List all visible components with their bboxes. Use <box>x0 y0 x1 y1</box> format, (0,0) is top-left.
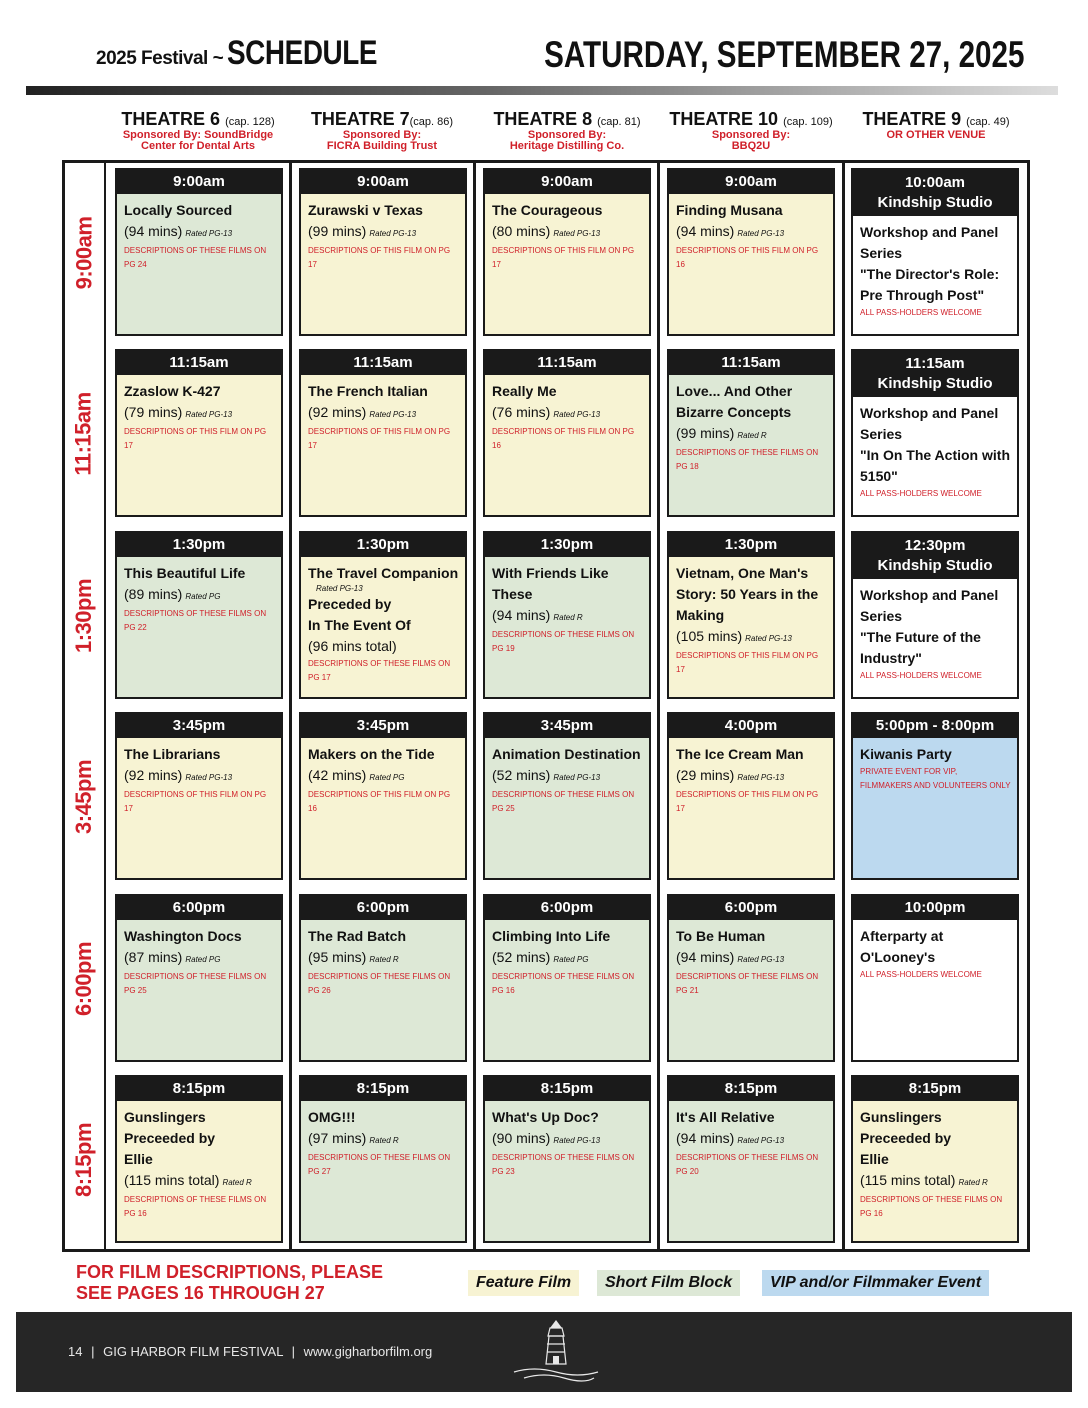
film-rating: Rated PG-13 <box>737 229 785 238</box>
event-title: Workshop and Panel Series <box>860 405 999 442</box>
screening-time: 1:30pm <box>117 533 281 557</box>
film-rating: Rated PG-13 <box>185 773 233 782</box>
theatre-sponsor: Sponsored By: <box>527 129 607 141</box>
film-title: Climbing Into Life <box>492 928 611 944</box>
theatre-sponsor: Sponsored By: <box>342 129 422 141</box>
film-duration: (42 mins) <box>308 767 367 783</box>
film-duration: (99 mins) <box>308 223 367 239</box>
schedule-title: SCHEDULE <box>227 34 378 72</box>
theatre-capacity: (cap. 49) <box>966 116 1010 128</box>
lighthouse-logo-icon <box>494 1314 618 1386</box>
screening-cell[interactable] <box>667 168 835 336</box>
screening-cell[interactable] <box>299 168 467 336</box>
film-duration: (99 mins) <box>676 425 735 441</box>
film-rating: Rated R <box>222 1178 252 1187</box>
film-title: Gunslingers <box>860 1109 942 1125</box>
film-duration: (89 mins) <box>124 586 183 602</box>
screening-time: 3:45pm <box>301 714 465 738</box>
film-title: Love... And Other Bizarre Concepts <box>676 383 793 420</box>
film-description-ref: DESCRIPTIONS OF THESE FILMS ON PG 16 <box>860 1195 1003 1218</box>
film-duration: (80 mins) <box>492 223 551 239</box>
screening-cell[interactable] <box>851 1075 1019 1243</box>
film-rating: Rated PG <box>185 955 221 964</box>
screening-cell[interactable] <box>483 894 651 1062</box>
theatre-sponsor: Center for Dental Arts <box>141 140 255 152</box>
film-description-ref: DESCRIPTIONS OF THESE FILMS ON PG 16 <box>124 1195 267 1218</box>
screening-time: 3:45pm <box>485 714 649 738</box>
time-slot-label: 3:45pm <box>71 759 97 835</box>
film-title: Washington Docs <box>124 928 242 944</box>
event-note: ALL PASS-HOLDERS WELCOME <box>860 489 982 498</box>
preceded-label: Preceded by <box>308 596 392 612</box>
time-slot-label: 1:30pm <box>71 578 97 654</box>
film-title: OMG!!! <box>308 1109 356 1125</box>
film-rating: Rated PG <box>369 773 405 782</box>
theatre-capacity: (cap. 81) <box>597 116 641 128</box>
screening-cell[interactable] <box>667 1075 835 1243</box>
theatre-capacity: (cap. 109) <box>783 116 833 128</box>
film-description-ref: DESCRIPTIONS OF THIS FILM ON PG 17 <box>308 246 451 269</box>
screening-time: 1:30pm <box>485 533 649 557</box>
film-description-ref: DESCRIPTIONS OF THESE FILMS ON PG 25 <box>492 790 635 813</box>
screening-cell[interactable] <box>115 349 283 517</box>
film-title: Makers on the Tide <box>308 746 435 762</box>
time-slot-label: 11:15am <box>71 392 97 476</box>
festival-heading <box>96 34 410 73</box>
legend-vip-event: VIP and/or Filmmaker Event <box>762 1270 989 1296</box>
event-title: Workshop and Panel Series <box>860 224 999 261</box>
screening-time: 3:45pm <box>117 714 281 738</box>
film-rating: Rated PG-13 <box>369 410 417 419</box>
film-duration: (96 mins total) <box>308 638 397 654</box>
preceded-film-title: Ellie <box>860 1151 889 1167</box>
film-duration: (94 mins) <box>676 223 735 239</box>
theatre-sponsor: Sponsored By: SoundBridge <box>122 129 274 141</box>
screening-cell[interactable] <box>115 531 283 699</box>
event-title: Afterparty at O'Looney's <box>860 928 944 965</box>
film-rating: Rated PG <box>185 592 221 601</box>
screening-cell[interactable] <box>483 349 651 517</box>
film-duration: (115 mins total) <box>860 1172 956 1188</box>
film-title: The French Italian <box>308 383 428 399</box>
event-cell[interactable] <box>851 531 1019 699</box>
film-title: Animation Destination <box>492 746 641 762</box>
event-note: ALL PASS-HOLDERS WELCOME <box>860 671 982 680</box>
screening-cell[interactable] <box>483 168 651 336</box>
theatre-header-2 <box>291 110 473 152</box>
film-title: The Travel Companion <box>308 565 459 581</box>
legend-short-film-block: Short Film Block <box>597 1270 740 1296</box>
event-venue: Kindship Studio <box>877 557 993 574</box>
film-duration: (94 mins) <box>124 223 183 239</box>
event-cell[interactable] <box>851 168 1019 336</box>
screening-cell[interactable] <box>115 894 283 1062</box>
film-description-ref: DESCRIPTIONS OF THESE FILMS ON PG 18 <box>676 448 819 471</box>
time-slot-label: 8:15pm <box>71 1122 97 1198</box>
screening-time: 8:15pm <box>117 1077 281 1101</box>
screening-time: 6:00pm <box>117 896 281 920</box>
film-title: Really Me <box>492 383 557 399</box>
film-description-ref: DESCRIPTIONS OF THESE FILMS ON PG 20 <box>676 1153 819 1176</box>
theatre-sponsor: Heritage Distilling Co. <box>509 140 625 152</box>
film-description-ref: DESCRIPTIONS OF THESE FILMS ON PG 25 <box>124 972 267 995</box>
film-description-ref: DESCRIPTIONS OF THIS FILM ON PG 16 <box>308 790 451 813</box>
film-description-ref: DESCRIPTIONS OF THIS FILM ON PG 17 <box>308 427 451 450</box>
theatre-name: THEATRE 9 <box>862 109 962 129</box>
film-description-ref: DESCRIPTIONS OF THESE FILMS ON PG 16 <box>492 972 635 995</box>
screening-time: 8:15pm <box>853 1077 1017 1101</box>
time-slot-label: 9:00am <box>71 216 96 290</box>
film-title: Zurawski v Texas <box>308 202 423 218</box>
film-title: The Librarians <box>124 746 221 762</box>
event-subtitle: "The Director's Role: Pre Through Post" <box>860 266 1000 303</box>
screening-cell[interactable] <box>483 531 651 699</box>
film-rating: Rated PG-13 <box>185 410 233 419</box>
film-description-ref: DESCRIPTIONS OF THESE FILMS ON PG 21 <box>676 972 819 995</box>
event-title: Kiwanis Party <box>860 746 952 762</box>
film-duration: (29 mins) <box>676 767 735 783</box>
column-divider <box>289 160 292 1252</box>
screening-cell[interactable] <box>115 168 283 336</box>
screening-time: 9:00am <box>669 170 833 194</box>
screening-cell[interactable] <box>115 1075 283 1243</box>
event-note: ALL PASS-HOLDERS WELCOME <box>860 970 982 979</box>
screening-time: 8:15pm <box>669 1077 833 1101</box>
film-description-ref: DESCRIPTIONS OF THESE FILMS ON PG 26 <box>308 972 451 995</box>
film-title: Finding Musana <box>676 202 783 218</box>
film-title: The Rad Batch <box>308 928 407 944</box>
screening-cell[interactable] <box>667 894 835 1062</box>
film-title: To Be Human <box>676 928 766 944</box>
screening-time: 11:15am <box>485 351 649 375</box>
film-rating: Rated PG <box>553 955 589 964</box>
film-duration: (94 mins) <box>492 607 551 623</box>
film-duration: (52 mins) <box>492 767 551 783</box>
event-cell[interactable] <box>851 712 1019 880</box>
legend-feature-film: Feature Film <box>468 1270 579 1296</box>
film-duration: (115 mins total) <box>124 1172 220 1188</box>
film-duration: (76 mins) <box>492 404 551 420</box>
screening-cell[interactable] <box>299 712 467 880</box>
screening-cell[interactable] <box>299 1075 467 1243</box>
theatre-header-5 <box>845 110 1027 141</box>
screening-cell[interactable] <box>299 349 467 517</box>
event-note: PRIVATE EVENT FOR VIP, FILMMAKERS AND VOLUNTEERS ONLY <box>860 767 1011 790</box>
film-rating: Rated PG-13 <box>369 229 417 238</box>
film-rating: Rated PG-13 <box>737 1136 785 1145</box>
screening-cell[interactable] <box>483 712 651 880</box>
film-description-ref: DESCRIPTIONS OF THIS FILM ON PG 17 <box>676 651 819 674</box>
film-title: Gunslingers <box>124 1109 206 1125</box>
screening-time: 1:30pm <box>301 533 465 557</box>
event-venue: Kindship Studio <box>877 194 993 211</box>
film-rating: Rated PG-13 <box>553 410 601 419</box>
event-time: 10:00pm <box>853 896 1017 920</box>
film-duration: (90 mins) <box>492 1130 551 1146</box>
screening-time: 8:15pm <box>301 1077 465 1101</box>
theatre-header-4 <box>660 110 842 152</box>
film-rating: Rated R <box>737 431 767 440</box>
descriptions-footnote: FOR FILM DESCRIPTIONS, PLEASE SEE PAGES 16 THROUGH 27 <box>76 1262 384 1303</box>
event-subtitle: "In On The Action with 5150" <box>860 447 1010 484</box>
column-divider <box>473 160 476 1252</box>
screening-time: 11:15am <box>669 351 833 375</box>
event-venue: Kindship Studio <box>877 375 993 392</box>
film-rating: Rated PG-13 <box>553 773 601 782</box>
screening-cell[interactable] <box>299 894 467 1062</box>
header-rule <box>26 86 1058 95</box>
film-description-ref: DESCRIPTIONS OF THESE FILMS ON PG 22 <box>124 609 267 632</box>
preceded-label: Preceeded by <box>124 1130 216 1146</box>
event-time: 10:00am Kindship Studio <box>853 170 1017 216</box>
screening-time: 11:15am <box>301 351 465 375</box>
film-duration: (95 mins) <box>308 949 367 965</box>
screening-time: 9:00am <box>485 170 649 194</box>
preceded-film-title: In The Event Of <box>308 617 411 633</box>
film-title: The Ice Cream Man <box>676 746 804 762</box>
screening-time: 9:00am <box>117 170 281 194</box>
film-rating: Rated PG-13 <box>737 955 785 964</box>
event-cell[interactable] <box>851 894 1019 1062</box>
film-description-ref: DESCRIPTIONS OF THESE FILMS ON PG 23 <box>492 1153 635 1176</box>
film-description-ref: DESCRIPTIONS OF THESE FILMS ON PG 17 <box>308 659 451 682</box>
screening-cell[interactable] <box>667 349 835 517</box>
theatre-capacity: (cap. 128) <box>225 116 275 128</box>
footer-org: GIG HARBOR FILM FESTIVAL <box>103 1344 283 1359</box>
event-note: ALL PASS-HOLDERS WELCOME <box>860 308 982 317</box>
film-title: The Courageous <box>492 202 603 218</box>
screening-time: 11:15am <box>117 351 281 375</box>
theatre-name: THEATRE 7 <box>310 109 410 129</box>
film-duration: (94 mins) <box>676 949 735 965</box>
column-divider <box>842 160 845 1252</box>
event-cell[interactable] <box>851 349 1019 517</box>
theatre-name: THEATRE 6 <box>121 109 221 129</box>
screening-time: 6:00pm <box>301 896 465 920</box>
film-rating: Rated PG-13 <box>553 229 601 238</box>
film-title: Vietnam, One Man's Story: 50 Years in the Making <box>676 565 819 623</box>
screening-cell[interactable] <box>115 712 283 880</box>
event-time: 5:00pm - 8:00pm <box>853 714 1017 738</box>
film-duration: (92 mins) <box>308 404 367 420</box>
screening-time: 4:00pm <box>669 714 833 738</box>
page-number: 14 <box>68 1344 83 1359</box>
film-duration: (92 mins) <box>124 767 183 783</box>
footer-url[interactable]: www.gigharborfilm.org <box>303 1344 433 1359</box>
theatre-header-3 <box>476 110 658 152</box>
film-description-ref: DESCRIPTIONS OF THIS FILM ON PG 17 <box>124 427 267 450</box>
preceded-film-title: Ellie <box>124 1151 153 1167</box>
screening-time: 6:00pm <box>485 896 649 920</box>
film-description-ref: DESCRIPTIONS OF THESE FILMS ON PG 27 <box>308 1153 451 1176</box>
screening-cell[interactable] <box>667 531 835 699</box>
screening-cell[interactable] <box>483 1075 651 1243</box>
time-column-divider <box>104 160 106 1252</box>
screening-cell[interactable] <box>299 531 467 699</box>
film-description-ref: DESCRIPTIONS OF THIS FILM ON PG 17 <box>676 790 819 813</box>
film-rating: Rated R <box>369 1136 399 1145</box>
film-rating: Rated PG-13 <box>553 1136 601 1145</box>
event-time: 12:30pm Kindship Studio <box>853 533 1017 579</box>
film-rating: Rated PG-13 <box>737 773 785 782</box>
film-title: Zzaslow K-427 <box>124 383 221 399</box>
schedule-date: SATURDAY, SEPTEMBER 27, 2025 <box>543 34 1024 75</box>
time-slot-label: 6:00pm <box>71 941 97 1017</box>
theatre-capacity: (cap. 86) <box>409 116 454 128</box>
film-title: Locally Sourced <box>124 202 233 218</box>
column-divider <box>657 160 660 1252</box>
screening-time: 1:30pm <box>669 533 833 557</box>
film-description-ref: DESCRIPTIONS OF THESE FILMS ON PG 19 <box>492 630 635 653</box>
film-description-ref: DESCRIPTIONS OF THESE FILMS ON PG 24 <box>124 246 267 269</box>
event-time: 11:15am Kindship Studio <box>853 351 1017 397</box>
film-rating: Rated R <box>369 955 399 964</box>
screening-time: 6:00pm <box>669 896 833 920</box>
screening-time: 8:15pm <box>485 1077 649 1101</box>
film-duration: (97 mins) <box>308 1130 367 1146</box>
theatre-sponsor: Sponsored By: <box>711 129 791 141</box>
film-rating: Rated R <box>553 613 583 622</box>
film-duration: (87 mins) <box>124 949 183 965</box>
theatre-name: THEATRE 8 <box>493 109 593 129</box>
film-duration: (79 mins) <box>124 404 183 420</box>
event-title: Workshop and Panel Series <box>860 587 999 624</box>
film-rating: Rated PG-13 <box>185 229 233 238</box>
festival-year-label: 2025 Festival ~ <box>96 48 224 69</box>
film-title: What's Up Doc? <box>492 1109 599 1125</box>
film-duration: (52 mins) <box>492 949 551 965</box>
film-rating: Rated R <box>958 1178 988 1187</box>
film-title: This Beautiful Life <box>124 565 246 581</box>
film-title: With Friends Like These <box>492 565 609 602</box>
theatre-sponsor: OR OTHER VENUE <box>886 129 986 141</box>
film-title: It's All Relative <box>676 1109 775 1125</box>
screening-cell[interactable] <box>667 712 835 880</box>
footer-text: 14 | GIG HARBOR FILM FESTIVAL | www.gigharborfilm.org <box>68 1344 433 1359</box>
film-description-ref: DESCRIPTIONS OF THIS FILM ON PG 16 <box>492 427 635 450</box>
theatre-header-1 <box>107 110 289 152</box>
event-subtitle: "The Future of the Industry" <box>860 629 981 666</box>
film-description-ref: DESCRIPTIONS OF THIS FILM ON PG 17 <box>124 790 267 813</box>
theatre-name: THEATRE 10 <box>669 109 779 129</box>
film-duration: (105 mins) <box>676 628 743 644</box>
page-footer <box>16 1312 1072 1392</box>
film-description-ref: DESCRIPTIONS OF THIS FILM ON PG 16 <box>676 246 819 269</box>
film-rating: Rated PG-13 <box>745 634 792 643</box>
film-description-ref: DESCRIPTIONS OF THIS FILM ON PG 17 <box>492 246 635 269</box>
theatre-sponsor: FICRA Building Trust <box>326 140 438 152</box>
theatre-sponsor: BBQ2U <box>731 140 771 152</box>
film-rating: Rated PG-13 <box>316 584 363 593</box>
preceded-label: Preceeded by <box>860 1130 952 1146</box>
film-duration: (94 mins) <box>676 1130 735 1146</box>
screening-time: 9:00am <box>301 170 465 194</box>
